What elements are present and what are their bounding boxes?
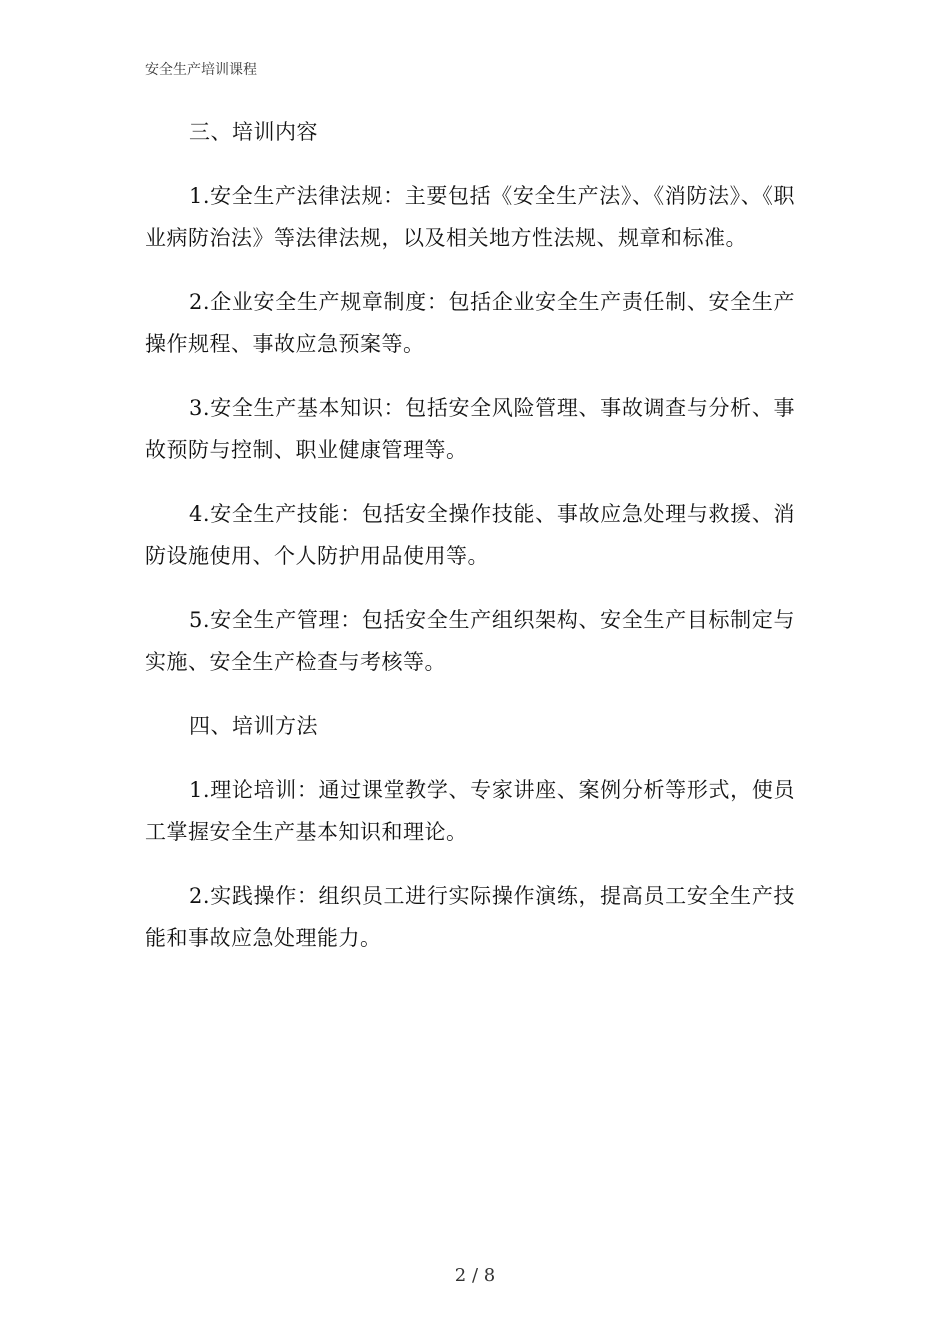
- paragraph-practical-operation: 2.实践操作：组织员工进行实际操作演练，提高员工安全生产技能和事故应急处理能力。: [145, 884, 795, 950]
- paragraph-management: 5.安全生产管理：包括安全生产组织架构、安全生产目标制定与实施、安全生产检查与考核等。: [145, 608, 795, 674]
- section-heading-training-methods: 四、培训方法: [189, 714, 318, 738]
- page-header: 安全生产培训课程: [145, 62, 257, 78]
- section-heading-training-content: 三、培训内容: [189, 120, 318, 144]
- page-number: 2 / 8: [454, 1265, 496, 1286]
- paragraph-laws: 1.安全生产法律法规：主要包括《安全生产法》、《消防法》、《职业病防治法》等法律法规，以及相关地方性法规、规章和标准。: [145, 184, 795, 250]
- document-body: [145, 111, 795, 959]
- paragraph-basic-knowledge: 3.安全生产基本知识：包括安全风险管理、事故调查与分析、事故预防与控制、职业健康管理等。: [145, 396, 795, 462]
- paragraph-skills: 4.安全生产技能：包括安全操作技能、事故应急处理与救援、消防设施使用、个人防护用品使用等。: [145, 502, 795, 568]
- paragraph-theory-training: 1.理论培训：通过课堂教学、专家讲座、案例分析等形式，使员工掌握安全生产基本知识和理论。: [145, 778, 795, 844]
- paragraph-regulations: 2.企业安全生产规章制度：包括企业安全生产责任制、安全生产操作规程、事故应急预案等。: [145, 290, 795, 356]
